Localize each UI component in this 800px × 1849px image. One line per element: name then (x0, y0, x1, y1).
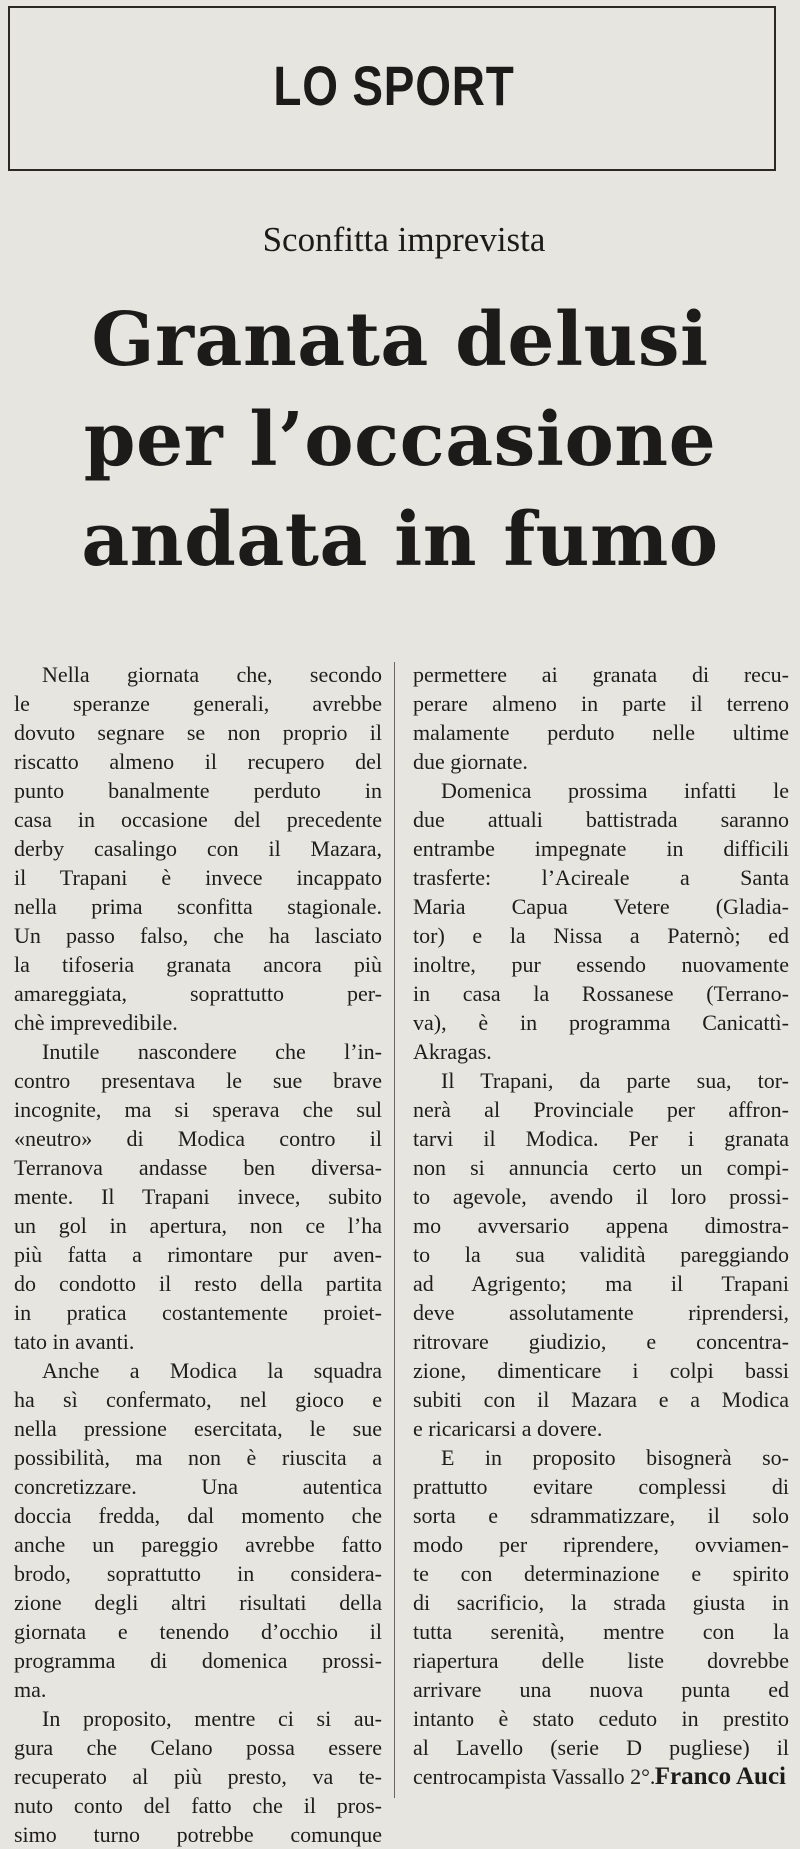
article-text-line: in pratica costantemente proiet- (14, 1300, 382, 1325)
headline-line: per l’occasione (83, 397, 717, 483)
article-text-line: Terranova andasse ben diversa- (14, 1155, 382, 1180)
article-text-line: centrocampista Vassallo 2°. (413, 1764, 656, 1789)
article-text-line: va), è in programma Canicattì- (413, 1010, 789, 1035)
article-text-line: possibilità, ma non è riuscita a (14, 1445, 382, 1470)
article-text-line: riscatto almeno il recupero del (14, 749, 382, 774)
author-byline: Franco Auci (654, 1763, 786, 1790)
article-text-line: due giornate. (413, 749, 528, 774)
article-text-line: Domenica prossima infatti le (441, 778, 789, 803)
article-text-line: il Trapani è invece incappato (14, 865, 382, 890)
article-column-right (413, 660, 789, 1791)
article-text-line: gura che Celano possa essere (14, 1735, 382, 1760)
article-text-line: e ricaricarsi a dovere. (413, 1416, 603, 1441)
article-text-line: di sacrificio, la strada giusta in (413, 1590, 789, 1615)
article-text-line: entrambe impegnate in difficili (413, 836, 789, 861)
article-text-line: simo turno potrebbe comunque (14, 1822, 382, 1847)
article-text-line: deve assolutamente riprendersi, (413, 1300, 789, 1325)
article-text-line: recuperato al più presto, va te- (14, 1764, 382, 1789)
article-text-line: riapertura delle liste dovrebbe (413, 1648, 789, 1673)
headline-line: andata in fumo (81, 497, 719, 583)
article-text-line: Anche a Modica la squadra (42, 1358, 382, 1383)
article-text-line: le speranze generali, avrebbe (14, 691, 382, 716)
article-text-line: ad Agrigento; ma il Trapani (413, 1271, 789, 1296)
article-text-line: due attuali battistrada saranno (413, 807, 789, 832)
article-text-line: amareggiata, soprattutto per- (14, 981, 382, 1006)
article-text-line: Akragas. (413, 1039, 492, 1064)
article-text-line: giornata e tenendo d’occhio il (14, 1619, 382, 1644)
article-text-line: Il Trapani, da parte sua, tor- (441, 1068, 789, 1093)
article-text-line: tutta serenità, mentre con la (413, 1619, 789, 1644)
headline-line: Granata delusi (91, 297, 709, 383)
article-text-line: contro presentava le sue brave (14, 1068, 382, 1093)
article-text-line: al Lavello (serie D pugliese) il (413, 1735, 789, 1760)
article-text-line: brodo, soprattutto in considera- (14, 1561, 382, 1586)
article-text-line: non si annuncia certo un compi- (413, 1155, 789, 1180)
article-text-line: un gol in apertura, non ce l’ha (14, 1213, 382, 1238)
article-text-line: sorta e sdrammatizzare, il solo (413, 1503, 789, 1528)
article-text-line: malamente perduto nelle ultime (413, 720, 789, 745)
article-headline (0, 290, 800, 590)
article-kicker: Sconfitta imprevista (262, 220, 546, 259)
article-text-line: In proposito, mentre ci si au- (42, 1706, 382, 1731)
article-text-line: intanto è stato ceduto in prestito (413, 1706, 789, 1731)
article-text-line: concretizzare. Una autentica (14, 1474, 382, 1499)
article-text-line: to la sua validità pareggiando (413, 1242, 789, 1267)
article-column-left (14, 660, 382, 1849)
article-text-line: mente. Il Trapani invece, subito (14, 1184, 382, 1209)
article-text-line: casa in occasione del precedente (14, 807, 382, 832)
article-text-line: inoltre, pur essendo nuovamente (413, 952, 789, 977)
article-text-line: dovuto segnare se non proprio il (14, 720, 382, 745)
article-text-line: trasferte: l’Acireale a Santa (413, 865, 789, 890)
article-text-line: to agevole, avendo il loro prossi- (413, 1184, 789, 1209)
article-text-line: «neutro» di Modica contro il (14, 1126, 382, 1151)
article-text-line: tarvi il Modica. Per i granata (413, 1126, 789, 1151)
article-text-line: arrivare una nuova punta ed (413, 1677, 789, 1702)
section-title: LO SPORT (273, 54, 515, 117)
column-divider (394, 662, 395, 1798)
article-text-line: più fatta a rimontare pur aven- (14, 1242, 382, 1267)
article-text-line: te con determinazione e spirito (413, 1561, 789, 1586)
article-text-line: nuto conto del fatto che il pros- (14, 1793, 382, 1818)
article-text-line: anche un pareggio avrebbe fatto (14, 1532, 382, 1557)
article-text-line: in casa la Rossanese (Terrano- (413, 981, 789, 1006)
article-text-line: nerà al Provinciale per affron- (413, 1097, 789, 1122)
article-text-line: tor) e la Nissa a Paternò; ed (413, 923, 789, 948)
article-text-line: modo per riprendere, ovviamen- (413, 1532, 789, 1557)
article-text-line: mo avversario appena dimostra- (413, 1213, 789, 1238)
article-text-line: perare almeno in parte il terreno (413, 691, 789, 716)
article-text-line: programma di domenica prossi- (14, 1648, 382, 1673)
article-text-line: zione degli altri risultati della (14, 1590, 382, 1615)
article-text-line: Maria Capua Vetere (Gladia- (413, 894, 789, 919)
article-text-line: subiti con il Mazara e a Modica (413, 1387, 789, 1412)
article-text-line: ma. (14, 1677, 47, 1702)
article-text-line: nella prima sconfitta stagionale. (14, 894, 382, 919)
article-text-line: punto banalmente perduto in (14, 778, 382, 803)
article-text-line: Un passo falso, che ha lasciato (14, 923, 382, 948)
article-text-line: doccia fredda, dal momento che (14, 1503, 382, 1528)
article-text-line: permettere ai granata di recu- (413, 662, 789, 687)
article-text-line: tato in avanti. (14, 1329, 135, 1354)
section-header-box (8, 6, 776, 171)
article-text-line: ritrovare giudizio, e concentra- (413, 1329, 789, 1354)
article-text-line: prattutto evitare complessi di (413, 1474, 789, 1499)
article-text-line: ha sì confermato, nel gioco e (14, 1387, 382, 1412)
article-text-line: nella pressione esercitata, le sue (14, 1416, 382, 1441)
article-text-line: Nella giornata che, secondo (42, 662, 382, 687)
article-text-line: E in proposito bisognerà so- (441, 1445, 789, 1470)
article-text-line: la tifoseria granata ancora più (14, 952, 382, 977)
article-text-line: do condotto il resto della partita (14, 1271, 382, 1296)
article-text-line: Inutile nascondere che l’in- (42, 1039, 382, 1064)
article-text-line: zione, dimenticare i colpi bassi (413, 1358, 789, 1383)
article-text-line: chè imprevedibile. (14, 1010, 178, 1035)
article-text-line: derby casalingo con il Mazara, (14, 836, 382, 861)
article-text-line: incognite, ma si sperava che sul (14, 1097, 382, 1122)
